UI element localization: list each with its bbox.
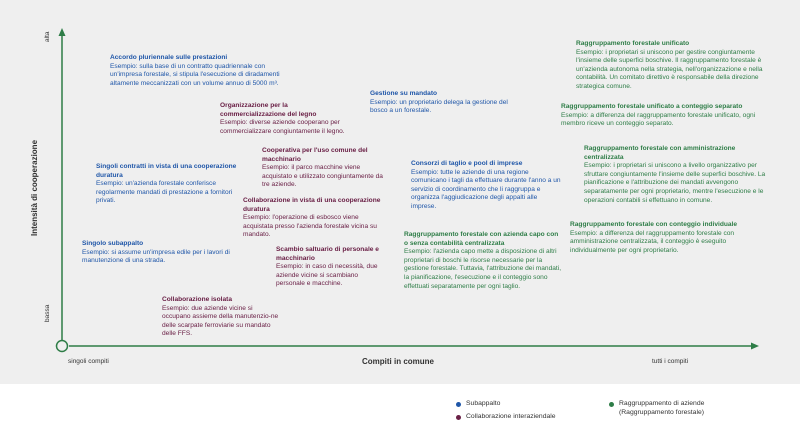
y-axis-title: Intensità di cooperazione xyxy=(30,139,39,236)
legend-dot-collaborazione xyxy=(456,415,461,420)
item-desc: Esempio: tutte le aziende di una regione comunicano i tagli da effettuare durante l'anno a un servizio di coordinamento che li raggruppa e organizza l'aggiudicazione degli appalti alle imprese. xyxy=(411,168,561,210)
item-title: Raggruppamento forestale con amministrazione centralizzata xyxy=(584,145,736,161)
item-desc: Esempio: il parco macchine viene acquistato e utilizzato congiuntamente da tre aziende. xyxy=(262,164,383,189)
item-raggruppamento-conteggio-individuale xyxy=(570,221,770,255)
item-title: Raggruppamento forestale con conteggio individuale xyxy=(570,221,738,228)
item-consorzi-taglio xyxy=(411,160,561,212)
legend xyxy=(0,384,800,425)
legend-raggruppamento: Raggruppamento di aziende (Raggruppamento forestale) xyxy=(619,400,705,416)
origin-circle xyxy=(57,341,68,352)
item-raggruppamento-amministrazione-centralizzata xyxy=(584,145,774,205)
x-axis-high-label: tutti i compiti xyxy=(652,358,689,365)
item-desc: Esempio: in caso di necessità, due aziende vicine si scambiano personale e macchine. xyxy=(276,263,378,288)
x-axis-low-label: singoli compiti xyxy=(68,358,109,365)
item-title: Raggruppamento forestale unificato xyxy=(576,40,690,47)
item-title: Gestione su mandato xyxy=(370,90,438,97)
legend-subappalto: Subappalto xyxy=(466,400,501,407)
item-accordo-pluriennale xyxy=(110,54,282,88)
item-collaborazione-isolata xyxy=(162,296,282,339)
legend-dot-subappalto xyxy=(456,402,461,407)
item-desc: Esempio: un'azienda forestale conferisce regolarmente mandati di prestazione a fornitori privati. xyxy=(96,180,233,205)
item-title: Organizzazione per la commercializzazione del legno xyxy=(220,102,317,118)
item-raggruppamento-azienda-capo xyxy=(404,231,564,291)
item-desc: Esempio: due aziende vicine si occupano assieme della manutenzio-ne delle scarpate ferroviarie su mandato delle FFS. xyxy=(162,304,279,338)
item-scambio-saltuario xyxy=(276,246,381,289)
item-raggruppamento-conteggio-separato xyxy=(561,103,766,129)
item-title: Raggruppamento forestale con azienda capo con o senza contabilità centralizzata xyxy=(404,231,559,247)
item-title: Consorzi di taglio e pool di imprese xyxy=(411,160,523,167)
item-title: Singoli contratti in vista di una cooperazione duratura xyxy=(96,163,237,179)
x-axis-title: Compiti in comune xyxy=(362,357,434,366)
x-axis-arrow xyxy=(751,343,759,350)
item-gestione-mandato xyxy=(370,90,510,116)
item-desc: Esempio: a differenza del raggruppamento forestale unificato, ogni membro riceve un conteggio separato. xyxy=(561,111,756,128)
item-desc: Esempio: l'operazione di esbosco viene acquistata presso l'azienda forestale vicina su mandato. xyxy=(243,214,377,239)
legend-collaborazione: Collaborazione interaziendale xyxy=(466,413,556,420)
item-desc: Esempio: i proprietari si uniscono per gestire congiuntamente l'insieme delle superfici boschive. Il raggruppamento forestale è un'azienda autonoma nella strategia, nell'organizzazione e nella contabilità. Un comitato direttivo è responsabile della direzione strategica comune. xyxy=(576,48,763,90)
item-singolo-subappalto xyxy=(82,240,232,266)
item-title: Collaborazione isolata xyxy=(162,296,232,303)
item-cooperativa-macchinario xyxy=(262,147,392,190)
y-axis-arrow xyxy=(59,28,66,36)
item-desc: Esempio: si assume un'impresa edile per i lavori di manutenzione di una strada. xyxy=(82,248,230,265)
item-title: Collaborazione in vista di una cooperazione duratura xyxy=(243,197,381,213)
y-axis-low-label: bassa xyxy=(44,304,51,322)
item-singoli-contratti xyxy=(96,163,246,206)
item-desc: Esempio: i proprietari si uniscono a livello organizzativo per sfruttare congiuntamente l'insieme delle superfici boschive. La pianificazione e l'attribuzione dei mandati avvengono separatamente per ogni proprietario, mentre l'esecuzione e le operazioni contabili si effettuano in comune. xyxy=(584,162,766,204)
legend-dot-raggruppamento xyxy=(609,402,614,407)
item-desc: Esempio: l'azienda capo mette a disposizione di altri proprietari di boschi le risorse necessarie per la gestione forestale. Tuttavia, l'attribuzione dei mandati, la pianificazione, l'esecuzione e il conteggio sono effettuati separatamente per ogni taglio. xyxy=(404,248,562,290)
item-title: Raggruppamento forestale unificato a conteggio separato xyxy=(561,103,743,110)
item-desc: Esempio: diverse aziende cooperano per commercializzare congiuntamente il legno. xyxy=(220,119,345,135)
item-desc: Esempio: a differenza del raggruppamento forestale con amministrazione centralizzata, il conteggio è eseguito individualmente per ogni proprietario. xyxy=(570,229,735,254)
item-title: Scambio saltuario di personale e macchinario xyxy=(276,246,379,262)
item-collaborazione-duratura xyxy=(243,197,383,240)
y-axis-high-label: alta xyxy=(44,31,51,42)
item-title: Singolo subappalto xyxy=(82,240,144,247)
item-title: Accordo pluriennale sulle prestazioni xyxy=(110,54,228,61)
item-raggruppamento-unificato xyxy=(576,40,776,92)
item-desc: Esempio: sulla base di un contratto quadriennale con un'impresa forestale, si stipula l'esecuzione di diradamenti altamente meccanizzati con un volume annuo di 5000 m³. xyxy=(110,62,280,87)
item-organizzazione-commercializzazione xyxy=(220,102,355,136)
item-title: Cooperativa per l'uso comune del macchinario xyxy=(262,147,368,163)
item-desc: Esempio: un proprietario delega la gestione del bosco a un forestale. xyxy=(370,98,508,115)
